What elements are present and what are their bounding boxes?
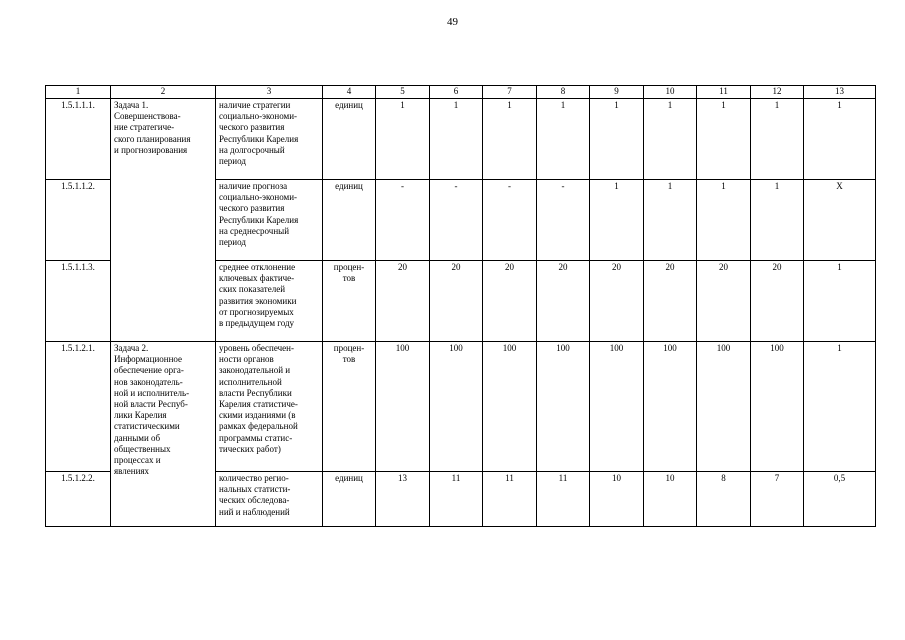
value-cell [751, 342, 804, 472]
row-code-cell [46, 180, 111, 261]
table-row [46, 342, 876, 472]
value-cell [697, 342, 751, 472]
column-header: 3 [216, 86, 323, 99]
value-cell [537, 99, 590, 180]
value-cell-text: 7 [774, 473, 780, 483]
indicator-cell [216, 180, 323, 261]
value-cell [751, 180, 804, 261]
value-cell-text: 11 [558, 473, 568, 483]
indicator-cell-text: наличие стратегии социально-экономи- ческого развития Республики Карелия на долгосрочный период [219, 100, 299, 167]
value-cell [590, 180, 644, 261]
value-cell [430, 472, 483, 527]
value-cell-text: 20 [558, 262, 568, 272]
value-cell-text: 1 [837, 262, 842, 272]
value-cell-text: 1 [774, 181, 780, 191]
value-cell [376, 472, 430, 527]
task-cell [111, 99, 216, 342]
value-cell [697, 261, 751, 342]
value-cell-text: 1 [721, 181, 726, 191]
row-code-cell [46, 342, 111, 472]
unit-cell-text: единиц [335, 100, 363, 110]
value-cell [804, 261, 876, 342]
value-cell [590, 342, 644, 472]
value-cell [644, 472, 697, 527]
value-cell-text: 1 [774, 100, 780, 110]
table-body [46, 86, 876, 527]
row-code-cell [46, 261, 111, 342]
unit-cell [323, 99, 376, 180]
value-cell [376, 180, 430, 261]
page-number: 49 [447, 16, 458, 28]
value-cell-text: 13 [398, 473, 407, 483]
unit-cell-text: процен- тов [333, 262, 365, 284]
task-cell [111, 342, 216, 527]
value-cell [697, 99, 751, 180]
value-cell-text: 10 [612, 473, 621, 483]
value-cell-text: 20 [665, 262, 675, 272]
value-cell-text: 11 [505, 473, 514, 483]
row-code-cell-text: 1.5.1.2.2. [61, 473, 95, 483]
value-cell-text: 100 [716, 343, 731, 353]
value-cell-text: 1 [507, 100, 512, 110]
row-code-cell-text: 1.5.1.1.1. [61, 100, 95, 110]
value-cell-text: 20 [505, 262, 514, 272]
value-cell-text: 100 [770, 343, 784, 353]
value-cell [376, 261, 430, 342]
value-cell-text: 1 [614, 100, 619, 110]
unit-cell-text: процен- тов [333, 343, 365, 365]
value-cell-text: 1 [667, 100, 673, 110]
value-cell-text: 100 [609, 343, 624, 353]
value-cell [537, 180, 590, 261]
indicator-cell-text: наличие прогноза социально-экономи- ческого развития Республики Карелия на среднесрочный период [219, 181, 299, 248]
column-header: 2 [111, 86, 216, 99]
row-code-cell [46, 472, 111, 527]
row-code-cell-text: 1.5.1.2.1. [61, 343, 95, 353]
indicator-cell-text: уровень обеспечен- ности органов законодательной и исполнительной власти Республики Карелия статистиче- скими изданиями (в рамках федеральной программы статис- тических работ) [219, 343, 298, 454]
value-cell [590, 261, 644, 342]
unit-cell [323, 342, 376, 472]
indicator-cell [216, 472, 323, 527]
value-cell-text: 0,5 [833, 473, 846, 483]
column-header: 10 [644, 86, 697, 99]
indicators-table [45, 85, 876, 527]
indicator-cell [216, 342, 323, 472]
value-cell-text: 1 [560, 100, 566, 110]
unit-cell-text: единиц [335, 181, 363, 191]
value-cell-text: 20 [719, 262, 728, 272]
column-header: 6 [430, 86, 483, 99]
value-cell-text: 1 [453, 100, 459, 110]
value-cell [804, 99, 876, 180]
value-cell [644, 261, 697, 342]
value-cell [430, 99, 483, 180]
value-cell [644, 180, 697, 261]
value-cell-text: 20 [398, 262, 407, 272]
value-cell [804, 342, 876, 472]
value-cell [430, 180, 483, 261]
column-header: 9 [590, 86, 644, 99]
indicator-cell [216, 261, 323, 342]
value-cell [537, 342, 590, 472]
value-cell-text: 10 [665, 473, 675, 483]
value-cell [644, 342, 697, 472]
value-cell-text: 1 [667, 181, 673, 191]
value-cell-text: 1 [400, 100, 405, 110]
value-cell [483, 180, 537, 261]
value-cell [644, 99, 697, 180]
unit-cell-text: единиц [335, 473, 363, 483]
unit-cell [323, 261, 376, 342]
row-code-cell-text: 1.5.1.1.2. [61, 181, 95, 191]
column-header: 13 [804, 86, 876, 99]
value-cell-text: 1 [614, 181, 619, 191]
value-cell-text: 100 [502, 343, 517, 353]
value-cell [430, 342, 483, 472]
value-cell [804, 472, 876, 527]
header-row [46, 86, 876, 99]
unit-cell [323, 180, 376, 261]
value-cell [483, 261, 537, 342]
indicator-cell [216, 99, 323, 180]
value-cell-text: 100 [556, 343, 570, 353]
value-cell [483, 99, 537, 180]
value-cell [590, 99, 644, 180]
value-cell-text: Х [836, 181, 843, 191]
column-header: 11 [697, 86, 751, 99]
value-cell [537, 261, 590, 342]
row-code-cell-text: 1.5.1.1.3. [61, 262, 95, 272]
unit-cell [323, 472, 376, 527]
value-cell-text: - [561, 181, 565, 191]
value-cell-text: 100 [663, 343, 677, 353]
value-cell-text: 100 [449, 343, 463, 353]
value-cell [590, 472, 644, 527]
value-cell [804, 180, 876, 261]
column-header: 12 [751, 86, 804, 99]
value-cell [697, 472, 751, 527]
value-cell-text: 1 [721, 100, 726, 110]
value-cell-text: 20 [772, 262, 782, 272]
value-cell-text: 11 [451, 473, 461, 483]
value-cell [376, 342, 430, 472]
value-cell-text: 1 [837, 343, 842, 353]
indicator-cell-text: среднее отклонение ключевых фактиче- ских показателей развития экономики от прогнозируемых в предыдущем году [219, 262, 297, 329]
value-cell-text: 1 [837, 100, 842, 110]
value-cell [376, 99, 430, 180]
value-cell-text: - [401, 181, 404, 191]
value-cell [483, 342, 537, 472]
row-code-cell [46, 99, 111, 180]
value-cell [751, 99, 804, 180]
column-header: 1 [46, 86, 111, 99]
table-row [46, 99, 876, 180]
column-header: 7 [483, 86, 537, 99]
value-cell [697, 180, 751, 261]
value-cell-text: 8 [721, 473, 726, 483]
task-cell-text: Задача 1. Совершенствова- ние стратегиче- ского планирования и прогнозирования [114, 100, 191, 155]
value-cell-text: 20 [451, 262, 461, 272]
task-cell-text: Задача 2. Информационное обеспечение орга- нов законодатель- ной и исполнитель- ной власти Респуб- лики Карелия статистическими данными об общественных процессах и явлениях [114, 343, 190, 477]
indicator-cell-text: количество регио- нальных статисти- ческих обследова- ний и наблюдений [219, 473, 291, 517]
value-cell [483, 472, 537, 527]
value-cell [537, 472, 590, 527]
column-header: 4 [323, 86, 376, 99]
value-cell-text: 100 [395, 343, 410, 353]
value-cell-text: 20 [612, 262, 621, 272]
value-cell-text: - [454, 181, 458, 191]
column-header: 8 [537, 86, 590, 99]
value-cell [751, 261, 804, 342]
value-cell [430, 261, 483, 342]
value-cell-text: - [508, 181, 511, 191]
column-header: 5 [376, 86, 430, 99]
value-cell [751, 472, 804, 527]
